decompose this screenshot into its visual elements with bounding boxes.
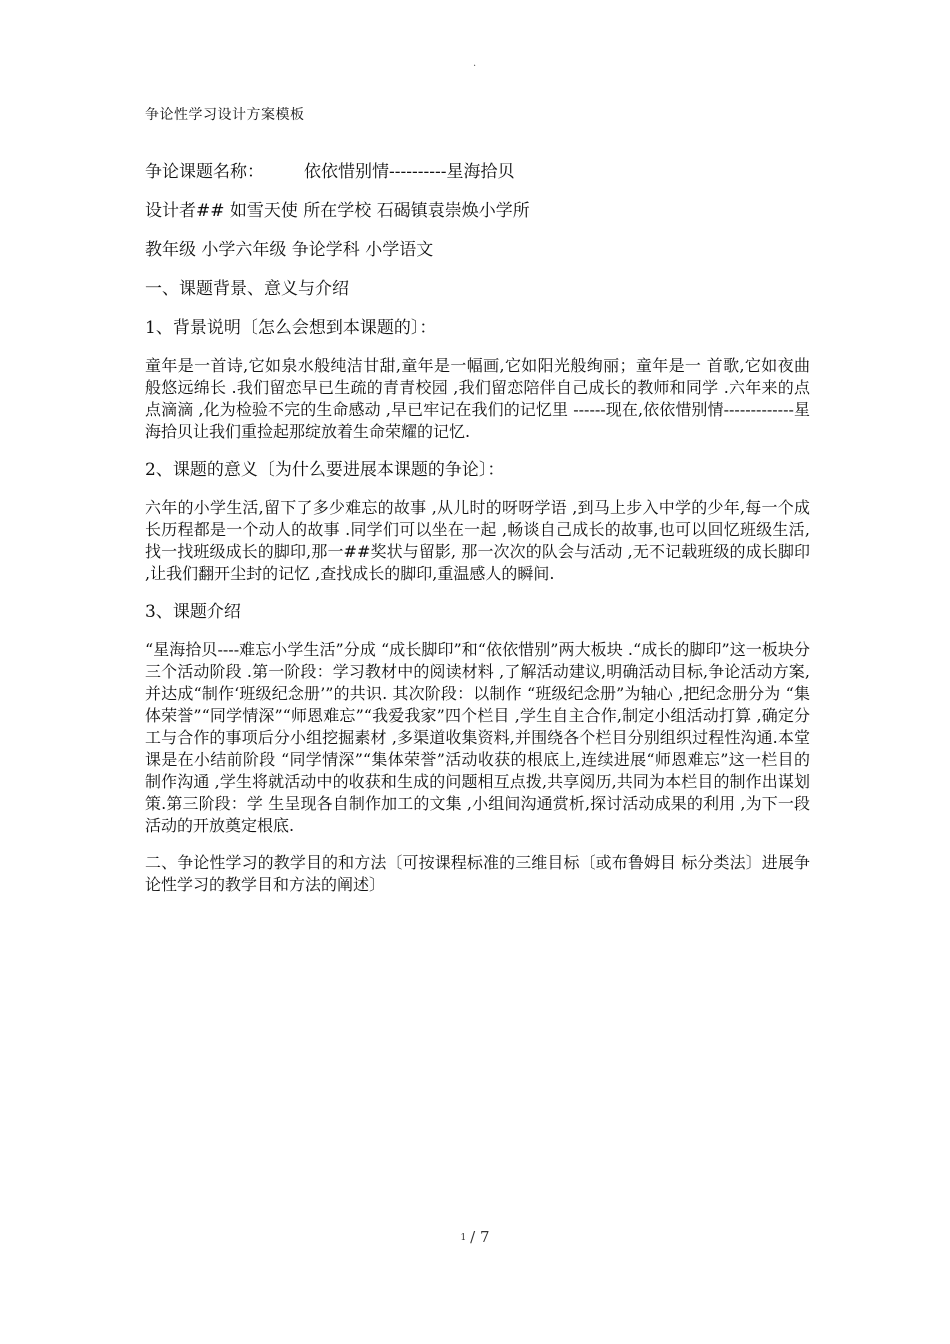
document-title: 争论性学习设计方案模板 xyxy=(145,107,305,123)
sub1-heading: 1、背景说明〔怎么会想到本课题的〕： xyxy=(145,318,437,338)
page-current: 1 xyxy=(460,1233,467,1243)
page-total: / 7 xyxy=(470,1228,490,1246)
introduction-paragraph: “星海拾贝----难忘小学生活”分成 “成长脚印”和“依依惜别”两大板块 .“成长的脚印”这一板块分三个活动阶段 .第一阶段：学习教材中的阅读材料 ,了解活动建议,明确活动目标,争论活动方案,并达成“制作‘班级纪念册’”的共识. 其次阶段：以制作 “班级纪念册”为轴心 ,把纪念册分为 “集体荣誉”“同学情深”“师恩难忘”“我爱我家”四个栏目 ,学生自主合作,制定小组活动打算 ,确定分工与合作的事项后分小组挖掘素材 ,多渠道收集资料,并围绕各个栏目分别组织过程性沟通.本堂课是在小结前阶段 “同学情深”“集体荣誉”活动收获的根底上,连续进展“师恩难忘”这一栏目的制作沟通 ,学生将就活动中的收获和生成的问题相互点拨,共享阅历,共同为本栏目的制作出谋划策.第三阶段：学 生呈现各自制作加工的文集 ,小组间沟通赏析,探讨活动成果的利用 ,为下一段活动的开放奠定根底. xyxy=(145,640,810,835)
significance-paragraph: 六年的小学生活,留下了多少难忘的故事 ,从儿时的呀呀学语 ,到马上步入中学的少年,每一个成长历程都是一个动人的故事 .同学们可以坐在一起 ,畅谈自己成长的故事,也可以回忆班级生活,找一找班级成长的脚印,那一##奖状与留影, 那一次次的队会与活动 ,无不记载班级的成长脚印 ,让我们翻开尘封的记忆 ,查找成长的脚印,重温感人的瞬间. xyxy=(145,498,810,583)
topic-value: 依依惜别情----------星海拾贝 xyxy=(304,162,515,182)
section1-heading: 一、课题背景、意义与介绍 xyxy=(145,279,349,299)
topic-label: 争论课题名称： xyxy=(145,162,264,182)
background-paragraph: 童年是一首诗,它如泉水般纯洁甘甜,童年是一幅画,它如阳光般绚丽；童年是一 首歌,它如夜曲般悠远绵长 .我们留恋早已生疏的青青校园 ,我们留恋陪伴自己成长的教师和同学 .六年来的点点滴滴 ,化为检验不完的生命感动 ,早已牢记在我们的记忆里 ------现在,依依惜别情-------------星海拾贝让我们重捡起那绽放着生命荣耀的记忆. xyxy=(145,356,810,441)
document-body xyxy=(145,160,810,911)
section2-heading: 二、争论性学习的教学目的和方法〔可按课程标准的三维目标〔或布鲁姆目 标分类法〕进展争论性学习的教学目和方法的阐述〕 xyxy=(145,853,810,894)
designer-line: 设计者## 如雪天使 所在学校 石碣镇袁崇焕小学所 xyxy=(145,201,530,221)
sub3-heading: 3、课题介绍 xyxy=(145,602,241,622)
sub2-heading: 2、课题的意义〔为什么要进展本课题的争论〕： xyxy=(145,460,505,480)
topic-line xyxy=(145,160,810,184)
header-mark: . xyxy=(473,58,477,69)
page-footer xyxy=(0,1228,950,1246)
grade-line: 教年级 小学六年级 争论学科 小学语文 xyxy=(145,240,434,260)
